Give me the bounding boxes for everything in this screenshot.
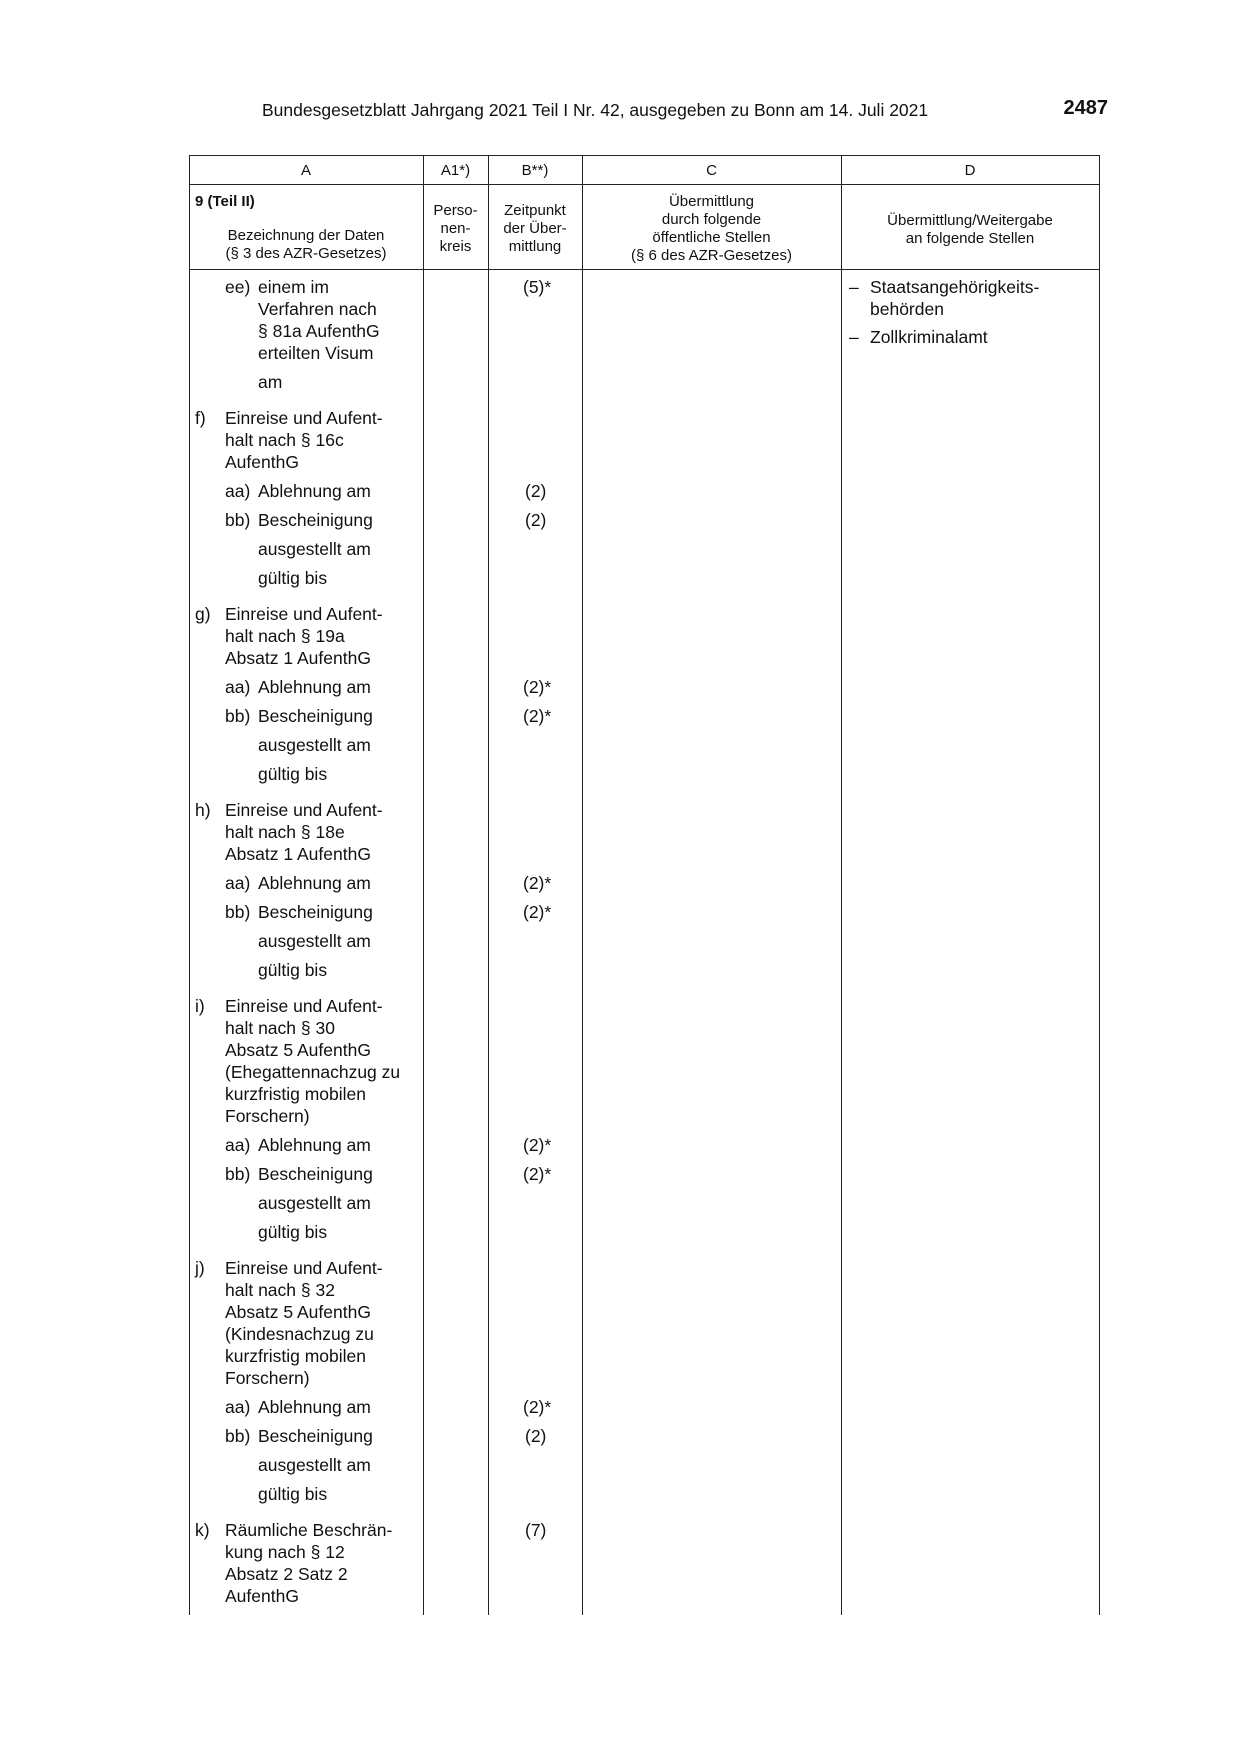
sub-b-i-bb: (2)*	[523, 1164, 552, 1184]
sub-b-g-bb: (2)*	[523, 706, 552, 726]
sub-issued-i: ausgestellt am	[258, 1193, 371, 1213]
item-text-j: Einreise und Aufent- halt nach § 32 Absatz 5 AufenthG (Kindesnachzug zu kurzfristig mobilen Forschern)	[225, 1258, 383, 1388]
sub-text-j-bb: Bescheinigung	[258, 1426, 373, 1446]
col-letter-d: D	[964, 162, 976, 179]
sub-b-f-aa: (2)	[525, 481, 547, 501]
item-text-ee: einem im Verfahren nach § 81a AufenthG erteilten Visum	[258, 277, 380, 363]
col-line-b	[488, 155, 489, 1615]
sub-valid-i: gültig bis	[258, 1222, 328, 1242]
col-line-a1	[423, 155, 424, 1615]
sub-text-g-bb: Bescheinigung	[258, 706, 373, 726]
sub-label-g-bb: bb)	[225, 706, 251, 726]
sub-text-j-aa: Ablehnung am	[258, 1397, 371, 1417]
item-label-i: i)	[195, 996, 205, 1016]
sub-valid-j: gültig bis	[258, 1484, 328, 1504]
item-label-j: j)	[195, 1258, 205, 1278]
row-line-header	[189, 269, 1100, 270]
item-text-h: Einreise und Aufent- halt nach § 18e Absatz 1 AufenthG	[225, 800, 383, 864]
sub-b-f-bb: (2)	[525, 510, 547, 530]
sub-b-h-aa: (2)*	[523, 873, 552, 893]
sub-text-f-bb: Bescheinigung	[258, 510, 373, 530]
col-line-right	[1099, 155, 1100, 1615]
item-text-i: Einreise und Aufent- halt nach § 30 Absatz 5 AufenthG (Ehegattennachzug zu kurzfristig mobilen Forschern)	[225, 996, 401, 1126]
recipient-item: – Zollkriminalamt	[849, 327, 988, 347]
recipient-list: – Staatsangehörigkeits- behörden – Zollkriminalamt	[849, 277, 1040, 347]
sub-b-g-aa: (2)*	[523, 677, 552, 697]
item-text-k: Räumliche Beschrän- kung nach § 12 Absatz 2 Satz 2 AufenthG	[225, 1520, 393, 1606]
sub-label-f-bb: bb)	[225, 510, 251, 530]
item-b-ee: (5)*	[523, 277, 552, 297]
sub-issued-h: ausgestellt am	[258, 931, 371, 951]
page-number: 2487	[1063, 97, 1108, 119]
sub-label-f-aa: aa)	[225, 481, 251, 501]
col-letter-a1: A1*)	[440, 162, 471, 179]
sub-label-j-bb: bb)	[225, 1426, 251, 1446]
running-header: Bundesgesetzblatt Jahrgang 2021 Teil I Nr. 42, ausgegeben zu Bonn am 14. Juli 2021	[262, 100, 929, 120]
row-line-top	[189, 155, 1100, 156]
sub-issued-g: ausgestellt am	[258, 735, 371, 755]
sub-text-i-aa: Ablehnung am	[258, 1135, 371, 1155]
item-label-g: g)	[195, 604, 211, 624]
item-label-f: f)	[195, 408, 206, 428]
item-label-h: h)	[195, 800, 211, 820]
sub-label-i-aa: aa)	[225, 1135, 251, 1155]
col-letter-b: B**)	[521, 162, 549, 179]
sub-issued-f: ausgestellt am	[258, 539, 371, 559]
sub-text-g-aa: Ablehnung am	[258, 677, 371, 697]
item-label-k: k)	[195, 1520, 210, 1540]
sub-b-h-bb: (2)*	[523, 902, 552, 922]
item-b-k: (7)	[525, 1520, 547, 1540]
sub-valid-h: gültig bis	[258, 960, 328, 980]
col-b-title: Zeitpunkt der Über- mittlung	[503, 202, 567, 255]
col-line-left	[189, 155, 190, 1615]
col-line-d	[841, 155, 842, 1615]
col-a1-title: Perso- nen- kreis	[433, 202, 478, 255]
item-text-g: Einreise und Aufent- halt nach § 19a Absatz 1 AufenthG	[225, 604, 383, 668]
sub-b-j-bb: (2)	[525, 1426, 547, 1446]
row-line-letters	[189, 184, 1100, 185]
sub-text-i-bb: Bescheinigung	[258, 1164, 373, 1184]
sub-label-i-bb: bb)	[225, 1164, 251, 1184]
sub-label-h-aa: aa)	[225, 873, 251, 893]
sub-label-h-bb: bb)	[225, 902, 251, 922]
sub-b-i-aa: (2)*	[523, 1135, 552, 1155]
col-c-title: Übermittlung durch folgende öffentliche Stellen (§ 6 des AZR-Gesetzes)	[631, 193, 792, 264]
sub-valid-g: gültig bis	[258, 764, 328, 784]
col-letter-a: A	[300, 162, 311, 179]
sub-issued-j: ausgestellt am	[258, 1455, 371, 1475]
sub-text-h-bb: Bescheinigung	[258, 902, 373, 922]
sub-text-f-aa: Ablehnung am	[258, 481, 371, 501]
item-sub-ee: am	[258, 372, 283, 392]
sub-text-h-aa: Ablehnung am	[258, 873, 371, 893]
col-d-title: Übermittlung/Weitergabe an folgende Stellen	[887, 212, 1053, 247]
col-letter-c: C	[706, 162, 717, 179]
col-line-c	[582, 155, 583, 1615]
sub-label-j-aa: aa)	[225, 1397, 251, 1417]
sub-label-g-aa: aa)	[225, 677, 251, 697]
col-a-section: 9 (Teil II)	[195, 193, 255, 210]
col-a-title: Bezeichnung der Daten (§ 3 des AZR-Gesetzes)	[225, 227, 387, 262]
item-text-f: Einreise und Aufent- halt nach § 16c AufenthG	[225, 408, 383, 472]
item-label-ee: ee)	[225, 277, 251, 297]
recipient-item: – Staatsangehörigkeits-	[849, 277, 1040, 297]
sub-b-j-aa: (2)*	[523, 1397, 552, 1417]
sub-valid-f: gültig bis	[258, 568, 328, 588]
